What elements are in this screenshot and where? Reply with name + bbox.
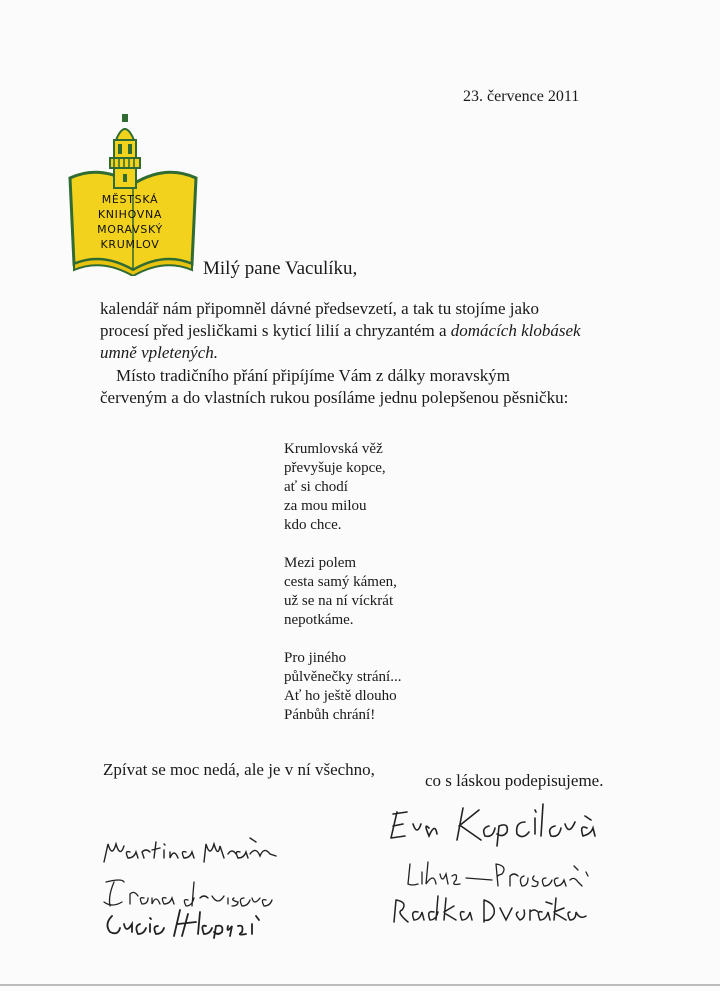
closing-line-2: co s láskou podepisujeme.	[425, 771, 604, 790]
poem-line: ať si chodí	[284, 479, 348, 495]
poem-line: Mezi polem	[284, 555, 357, 571]
poem-line: Krumlovská věž	[284, 441, 383, 457]
poem-line: Pánbůh chrání!	[284, 707, 376, 723]
poem-line: kdo chce.	[284, 517, 342, 533]
poem-stanza-2	[284, 554, 401, 630]
poem-line: za mou milou	[284, 498, 367, 514]
greeting: Milý pane Vaculíku,	[203, 258, 358, 279]
poem-stanza-3	[284, 649, 401, 725]
poem-line: nepotkáme.	[284, 612, 354, 628]
plain-text: procesí před jesličkami s kyticí lilií a chryzantém a	[100, 321, 451, 340]
italic-text: umně vpletených.	[100, 343, 218, 362]
paragraph-1-line-2	[100, 320, 660, 342]
closing-line-1: Zpívat se moc nedá, ale je v ní všechno,	[103, 760, 375, 779]
signature-radka-dvorakova	[390, 890, 590, 930]
poem-line: Pro jiného	[284, 650, 347, 666]
logo-line: MĚSTSKÁ	[101, 193, 159, 206]
letter-date: 23. července 2011	[463, 88, 580, 105]
paragraph-1-line-1: kalendář nám připomněl dávné předsevzetí, a tak tu stojíme jako	[100, 299, 540, 318]
poem	[284, 440, 401, 744]
signature-eva-kopcilova	[385, 800, 625, 850]
poem-stanza-1	[284, 440, 401, 535]
paragraph-2	[100, 365, 660, 409]
poem-line: už se na ní víckrát	[284, 593, 394, 609]
poem-line: Ať ho ještě dlouho	[284, 688, 397, 704]
paragraph-1	[100, 298, 660, 364]
poem-line: půlvěnečky strání...	[284, 669, 402, 685]
poem-line: převyšuje kopce,	[284, 460, 386, 476]
signature-lucie-kleplova	[104, 906, 269, 940]
logo-line: KNIHOVNA	[97, 208, 163, 221]
paragraph-1-line-3	[100, 342, 660, 364]
logo-line: KRUMLOV	[100, 238, 160, 251]
paragraph-2-line-1: Místo tradičního přání připíjíme Vám z dálky moravským	[116, 366, 510, 385]
scan-edge-divider	[0, 984, 720, 986]
logo-text	[80, 192, 180, 252]
poem-line: cesta samý kámen,	[284, 574, 397, 590]
logo-line: MORAVSKÝ	[97, 223, 163, 236]
paragraph-2-line-2: červeným a do vlastních rukou posíláme jednu polepšenou pěsničku:	[100, 388, 569, 407]
italic-text: domácích klobásek	[450, 321, 581, 340]
signature-martina-mrazkova	[100, 828, 285, 868]
